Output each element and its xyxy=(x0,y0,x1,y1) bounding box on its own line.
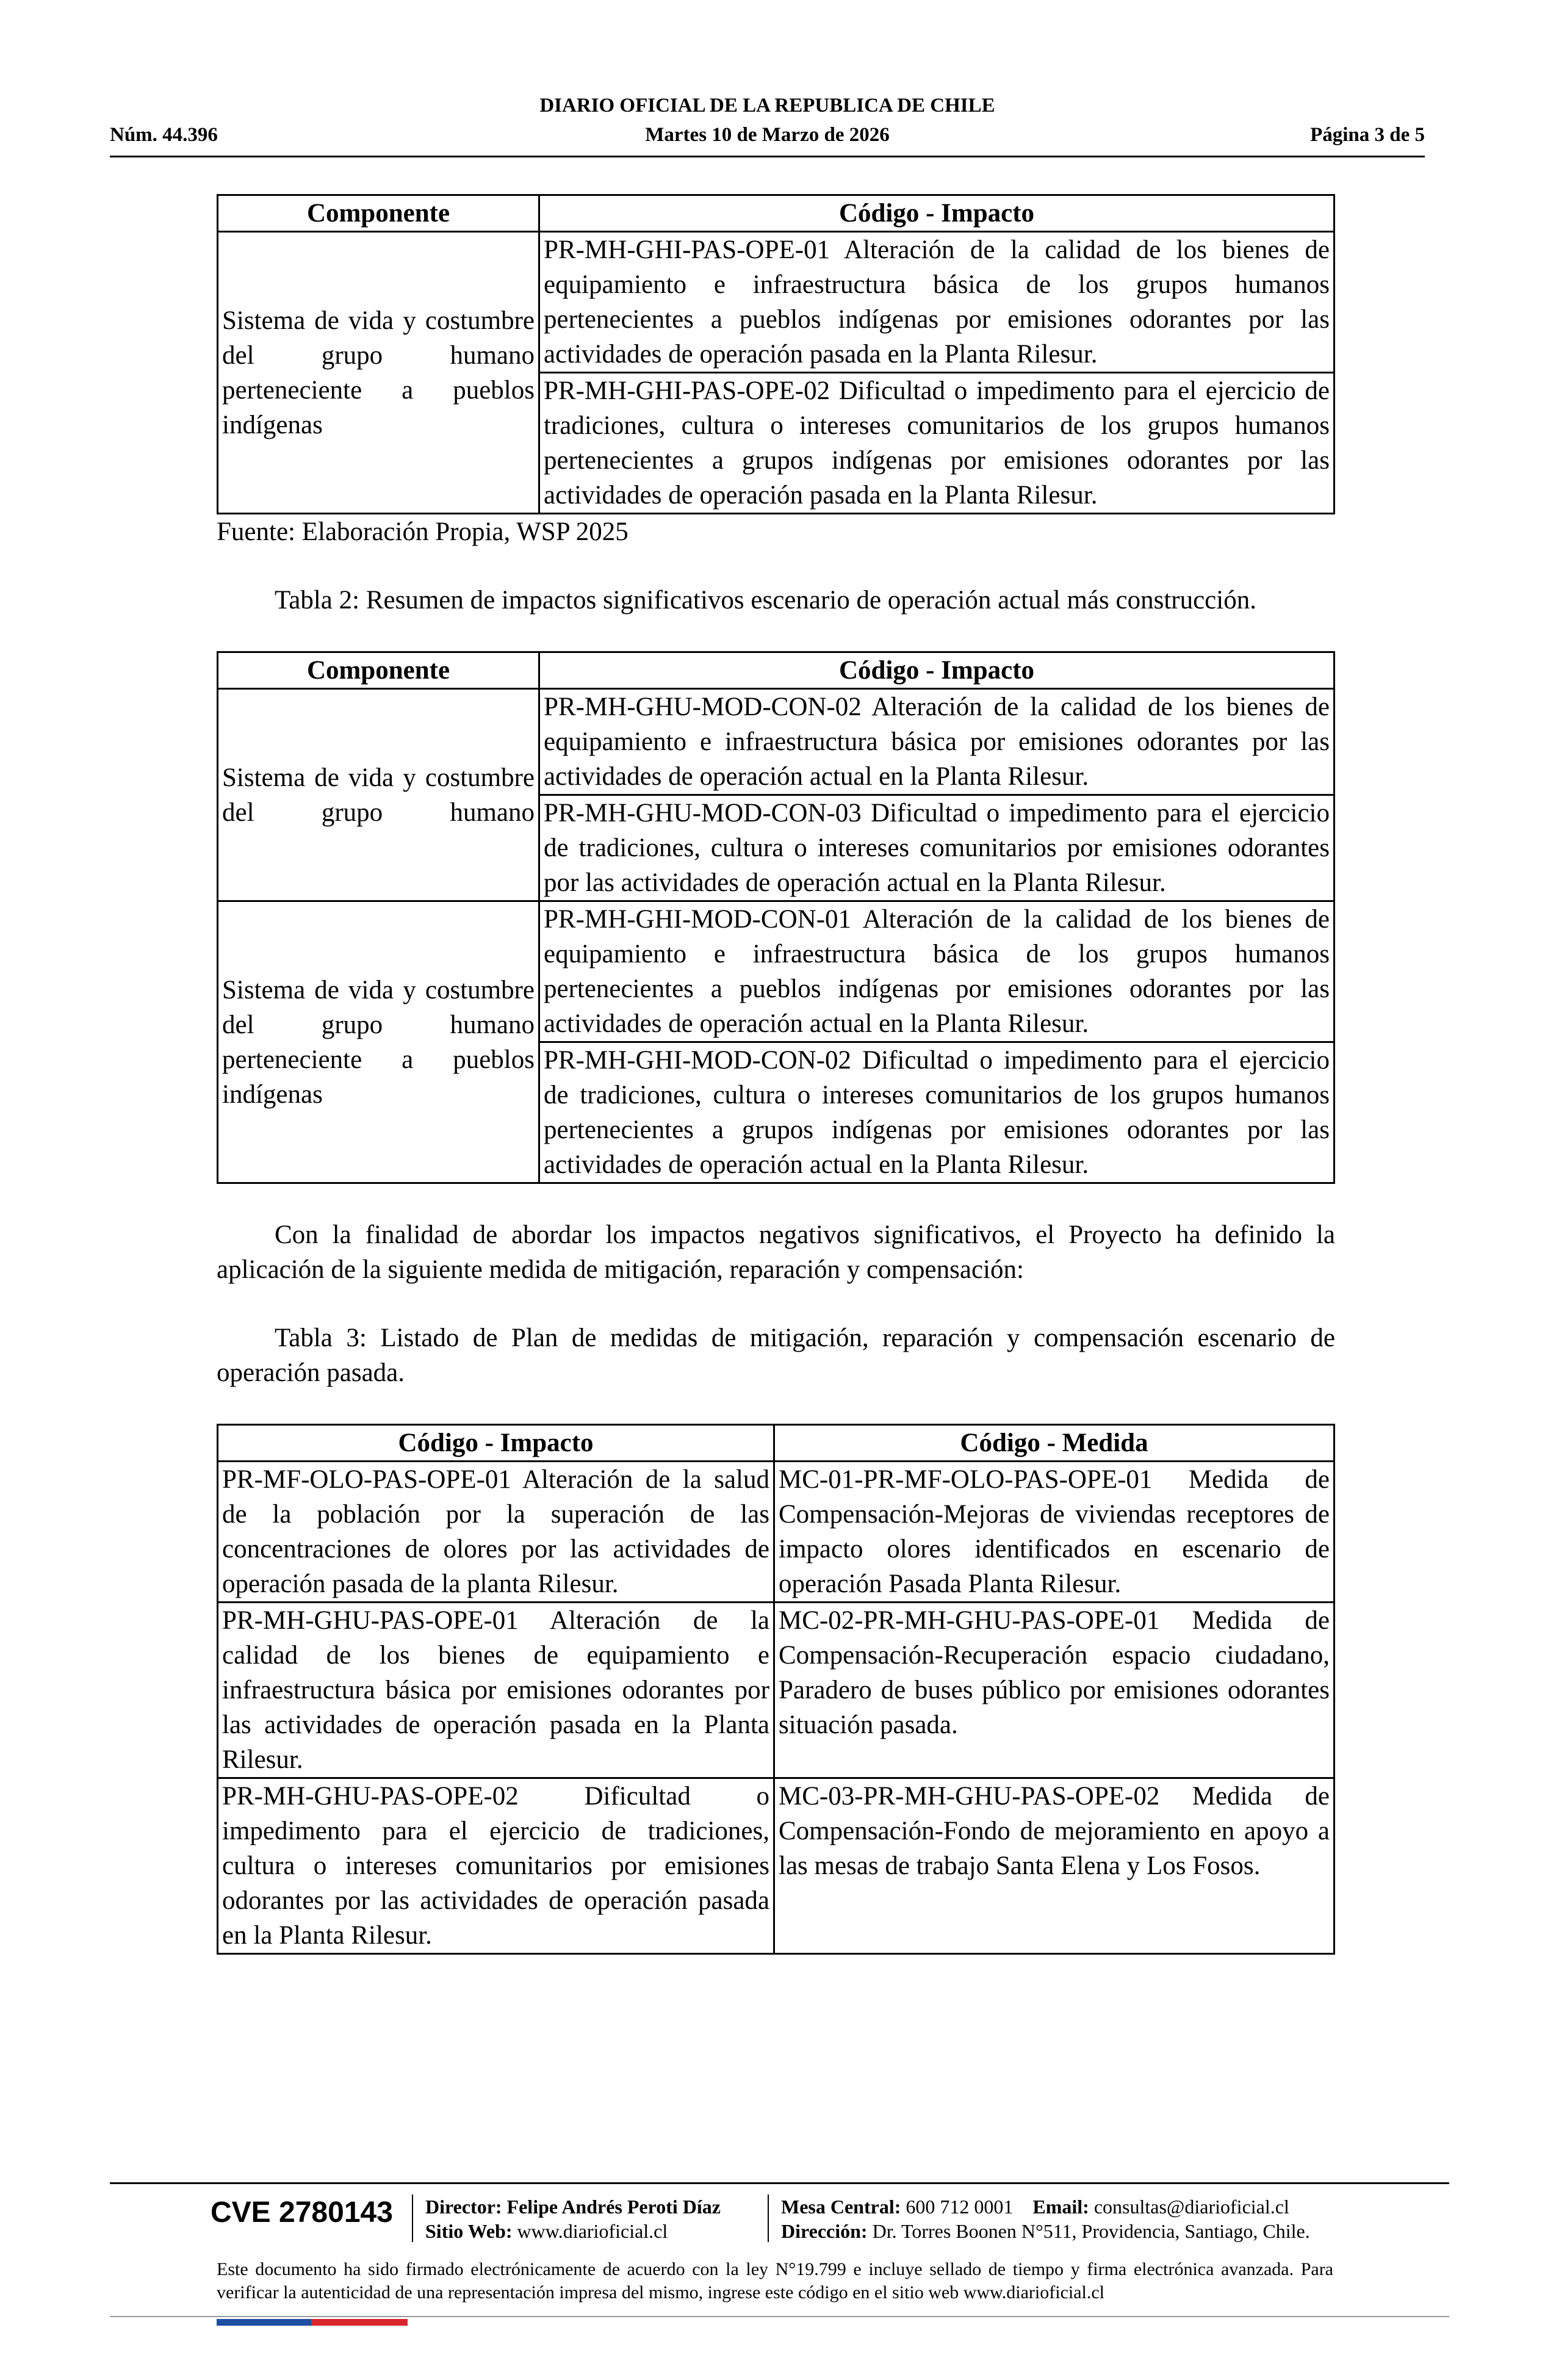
impacts-table-1 xyxy=(217,194,1335,514)
table1-impact-cell: PR-MH-GHI-PAS-OPE-02 Dificultad o impedimento para el ejercicio de tradiciones, cultura o intereses comunitarios de los grupos humanos pertenecientes a grupos indígenas por emisiones odorantes por las actividades de operación pasada en la Planta Rilesur. xyxy=(539,373,1334,514)
header-divider xyxy=(110,156,1425,157)
table1-header-impact: Código - Impacto xyxy=(539,195,1334,232)
table3-caption: Tabla 3: Listado de Plan de medidas de mitigación, reparación y compensación escenario de operación pasada. xyxy=(217,1324,1335,1387)
table2-impact-cell: PR-MH-GHI-MOD-CON-02 Dificultad o impedimento para el ejercicio de tradiciones, cultura o intereses comunitarios de los grupos humanos pertenecientes a grupos indígenas por emisiones odorantes por las actividades de operación actual en la Planta Rilesur. xyxy=(539,1042,1334,1183)
footer-separator xyxy=(412,2194,413,2242)
site-label: Sitio Web: xyxy=(425,2220,513,2242)
table1-impact-cell: PR-MH-GHI-PAS-OPE-01 Alteración de la calidad de los bienes de equipamiento e infraestructura básica de los grupos humanos pertenecientes a pueblos indígenas por emisiones odorantes por las actividades de operación pasada en la Planta Rilesur. xyxy=(539,232,1334,373)
cve-code: CVE 2780143 xyxy=(211,2196,393,2229)
table1-header-component: Componente xyxy=(218,195,539,232)
mesa-phone: 600 712 0001 xyxy=(906,2196,1014,2218)
director-label: Director: xyxy=(425,2196,502,2218)
legal-notice: Este documento ha sido firmado electrónicamente de acuerdo con la ley N°19.799 e incluye sellado de tiempo y firma electrónica avanzada. Para verificar la autenticidad de una representación impresa del mismo, ingrese este código en el sitio web www.diarioficial.cl xyxy=(217,2259,1333,2302)
body-paragraph: Con la finalidad de abordar los impactos negativos significativos, el Proyecto ha definido la aplicación de la siguiente medida de mitigación, reparación y compensación: xyxy=(217,1221,1335,1284)
footer-separator xyxy=(768,2194,769,2242)
table3-impact-cell: PR-MH-GHU-PAS-OPE-02 Dificultad o impedimento para el ejercicio de tradiciones, cultura o intereses comunitarios por emisiones odorantes por las actividades de operación pasada en la Planta Rilesur. xyxy=(218,1778,774,1954)
footer-divider xyxy=(110,2182,1449,2184)
flag-stripe-blue xyxy=(217,2319,311,2326)
measures-table-3 xyxy=(217,1424,1335,1955)
director-name: Felipe Andrés Peroti Díaz xyxy=(506,2196,721,2218)
footer-contact-block xyxy=(781,2194,1310,2243)
table3-measure-cell: MC-01-PR-MF-OLO-PAS-OPE-01 Medida de Compensación-Mejoras de viviendas receptores de impacto olores identificados en escenario de operación Pasada Planta Rilesur. xyxy=(774,1462,1334,1603)
table2-component-cell: Sistema de vida y costumbre del grupo humano perteneciente a pueblos indígenas xyxy=(218,901,539,1183)
table3-measure-cell: MC-02-PR-MH-GHU-PAS-OPE-01 Medida de Compensación-Recuperación espacio ciudadano, Paradero de buses público por emisiones odorantes situación pasada. xyxy=(774,1603,1334,1778)
table2-caption: Tabla 2: Resumen de impactos significativos escenario de operación actual más construcción. xyxy=(275,586,1256,615)
page-number: Página 3 de 5 xyxy=(1310,124,1425,146)
address-label: Dirección: xyxy=(781,2220,868,2242)
table2-component-cell: Sistema de vida y costumbre del grupo humano xyxy=(218,689,539,901)
table2-impact-cell: PR-MH-GHU-MOD-CON-02 Alteración de la calidad de los bienes de equipamiento e infraestructura básica por emisiones odorantes por las actividades de operación actual en la Planta Rilesur. xyxy=(539,689,1334,795)
bottom-divider xyxy=(110,2316,1449,2317)
table3-measure-cell: MC-03-PR-MH-GHU-PAS-OPE-02 Medida de Compensación-Fondo de mejoramiento en apoyo a las mesas de trabajo Santa Elena y Los Fosos. xyxy=(774,1778,1334,1954)
table1-source: Fuente: Elaboración Propia, WSP 2025 xyxy=(217,517,629,546)
impacts-table-2 xyxy=(217,651,1335,1184)
issue-number: Núm. 44.396 xyxy=(110,124,218,146)
table3-header-measure: Código - Medida xyxy=(774,1425,1334,1462)
issue-date: Martes 10 de Marzo de 2026 xyxy=(645,124,890,146)
page-header xyxy=(110,95,1425,159)
email-link[interactable]: consultas@diarioficial.cl xyxy=(1093,2196,1289,2218)
table3-header-impact: Código - Impacto xyxy=(218,1425,774,1462)
document-body xyxy=(217,194,1335,1955)
table2-header-component: Componente xyxy=(218,652,539,689)
table3-impact-cell: PR-MF-OLO-PAS-OPE-01 Alteración de la salud de la población por la superación de las concentraciones de olores por las actividades de operación pasada de la planta Rilesur. xyxy=(218,1462,774,1603)
address-text: Dr. Torres Boonen N°511, Providencia, Santiago, Chile. xyxy=(872,2220,1310,2242)
table2-header-impact: Código - Impacto xyxy=(539,652,1334,689)
email-label: Email: xyxy=(1032,2196,1089,2218)
table1-component-cell: Sistema de vida y costumbre del grupo humano perteneciente a pueblos indígenas xyxy=(218,232,539,514)
table2-impact-cell: PR-MH-GHI-MOD-CON-01 Alteración de la calidad de los bienes de equipamiento e infraestructura básica de los grupos humanos pertenecientes a pueblos indígenas por emisiones odorantes por las actividades de operación actual en la Planta Rilesur. xyxy=(539,901,1334,1042)
mesa-label: Mesa Central: xyxy=(781,2196,901,2218)
publication-title: DIARIO OFICIAL DE LA REPUBLICA DE CHILE xyxy=(539,95,995,117)
footer-director-block xyxy=(425,2194,721,2243)
table2-impact-cell: PR-MH-GHU-MOD-CON-03 Dificultad o impedimento para el ejercicio de tradiciones, cultura o intereses comunitarios por emisiones odorantes por las actividades de operación actual en la Planta Rilesur. xyxy=(539,795,1334,901)
flag-stripe-red xyxy=(311,2319,408,2326)
table3-impact-cell: PR-MH-GHU-PAS-OPE-01 Alteración de la calidad de los bienes de equipamiento e infraestructura básica por emisiones odorantes por las actividades de operación pasada en la Planta Rilesur. xyxy=(218,1603,774,1778)
site-link[interactable]: www.diarioficial.cl xyxy=(517,2220,668,2242)
